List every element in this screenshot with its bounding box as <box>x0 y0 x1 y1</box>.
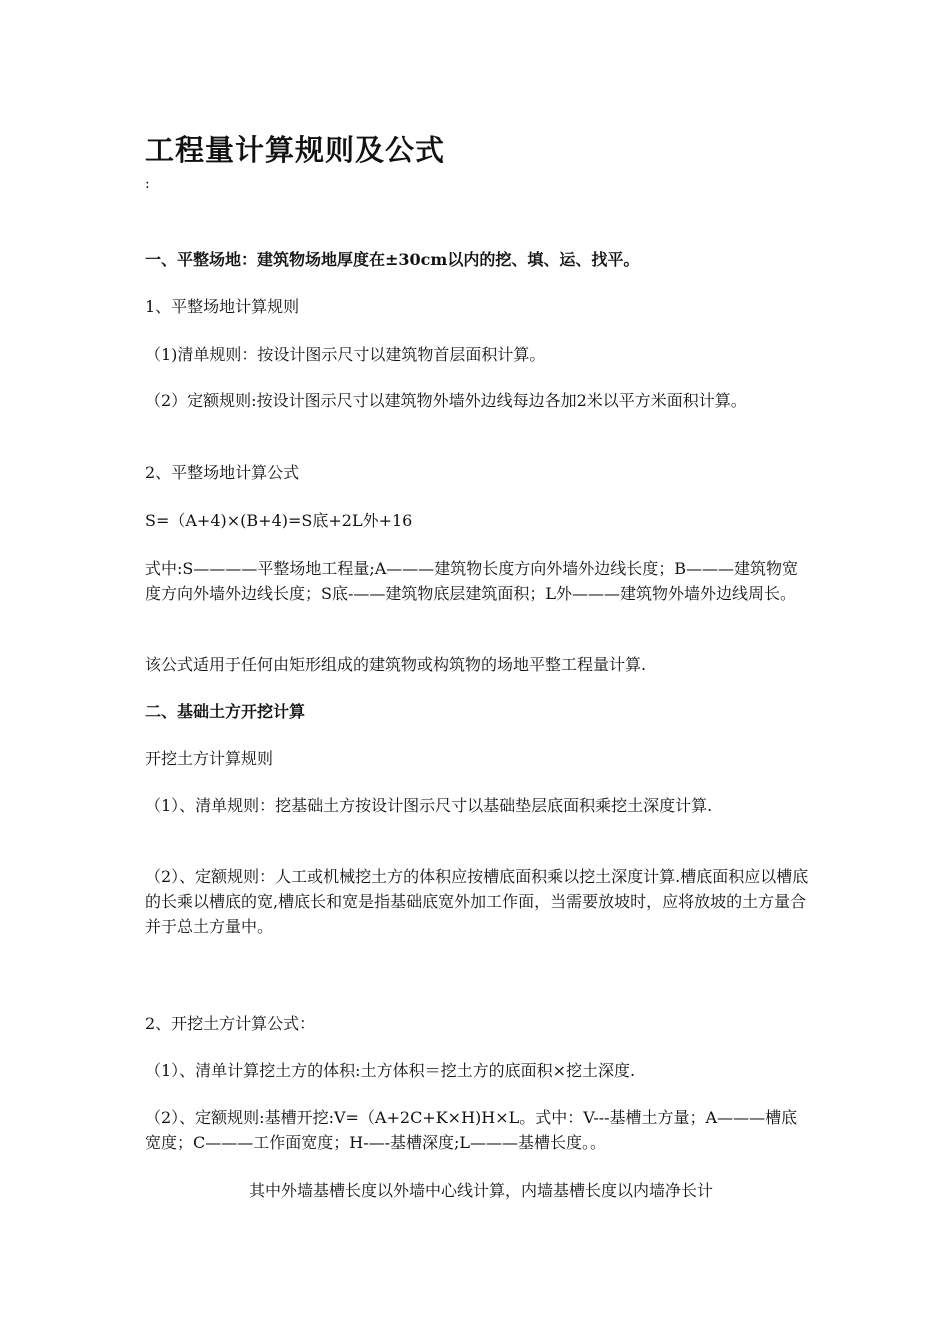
paragraph-trench-formula: （2）、定额规则:基槽开挖:V=（A+2C+K×H)H×L。式中：V---基槽土方量；A———槽底宽度；C———工作面宽度；H-—-基槽深度;L———基槽长度。。 <box>145 1108 798 1152</box>
formula-legend: 式中:S————平整场地工程量;A———建筑物长度方向外墙外边线长度；B———建筑物宽度方向外墙外边线长度；S底-——建筑物底层建筑面积；L外———建筑物外墙外边线周长。 <box>145 559 799 603</box>
stray-mark: : <box>145 176 150 192</box>
paragraph-excavation-list: （1）、清单规则：挖基础土方按设计图示尺寸以基础垫层底面积乘挖土深度计算. <box>145 796 713 815</box>
paragraph-volume-list: （1）、清单计算挖土方的体积:土方体积＝挖土方的底面积×挖土深度. <box>145 1061 636 1080</box>
document-title: 工程量计算规则及公式 <box>145 133 446 167</box>
formula-note: 该公式适用于任何由矩形组成的建筑物或构筑物的场地平整工程量计算. <box>145 655 647 674</box>
subheading-2-1: 开挖土方计算规则 <box>145 749 274 768</box>
paragraph-rule-list: （1)清单规则：按设计图示尺寸以建筑物首层面积计算。 <box>145 345 546 364</box>
subheading-1-2: 2、平整场地计算公式 <box>145 463 300 482</box>
section-heading-2: 二、基础土方开挖计算 <box>145 702 306 721</box>
paragraph-trench-length: 其中外墙基槽长度以外墙中心线计算，内墙基槽长度以内墙净长计 <box>249 1181 714 1200</box>
paragraph-excavation-quota: （2）、定额规则：人工或机械挖土方的体积应按槽底面积乘以挖土深度计算.槽底面积应以槽底的长乘以槽底的宽,槽底长和宽是指基础底宽外加工作面，当需要放坡时，应将放坡的土方量合并于总土方量中。 <box>145 867 809 936</box>
section-heading-1: 一、平整场地：建筑物场地厚度在±30cm以内的挖、填、运、找平。 <box>145 250 640 269</box>
subheading-2-2: 2、开挖土方计算公式： <box>145 1014 316 1033</box>
formula-line: S=（A+4)×(B+4)=S底+2L外+16 <box>145 511 413 530</box>
paragraph-rule-quota: （2）定额规则:按设计图示尺寸以建筑物外墙外边线每边各加2米以平方米面积计算。 <box>145 391 747 410</box>
subheading-1-1: 1、平整场地计算规则 <box>145 297 300 316</box>
